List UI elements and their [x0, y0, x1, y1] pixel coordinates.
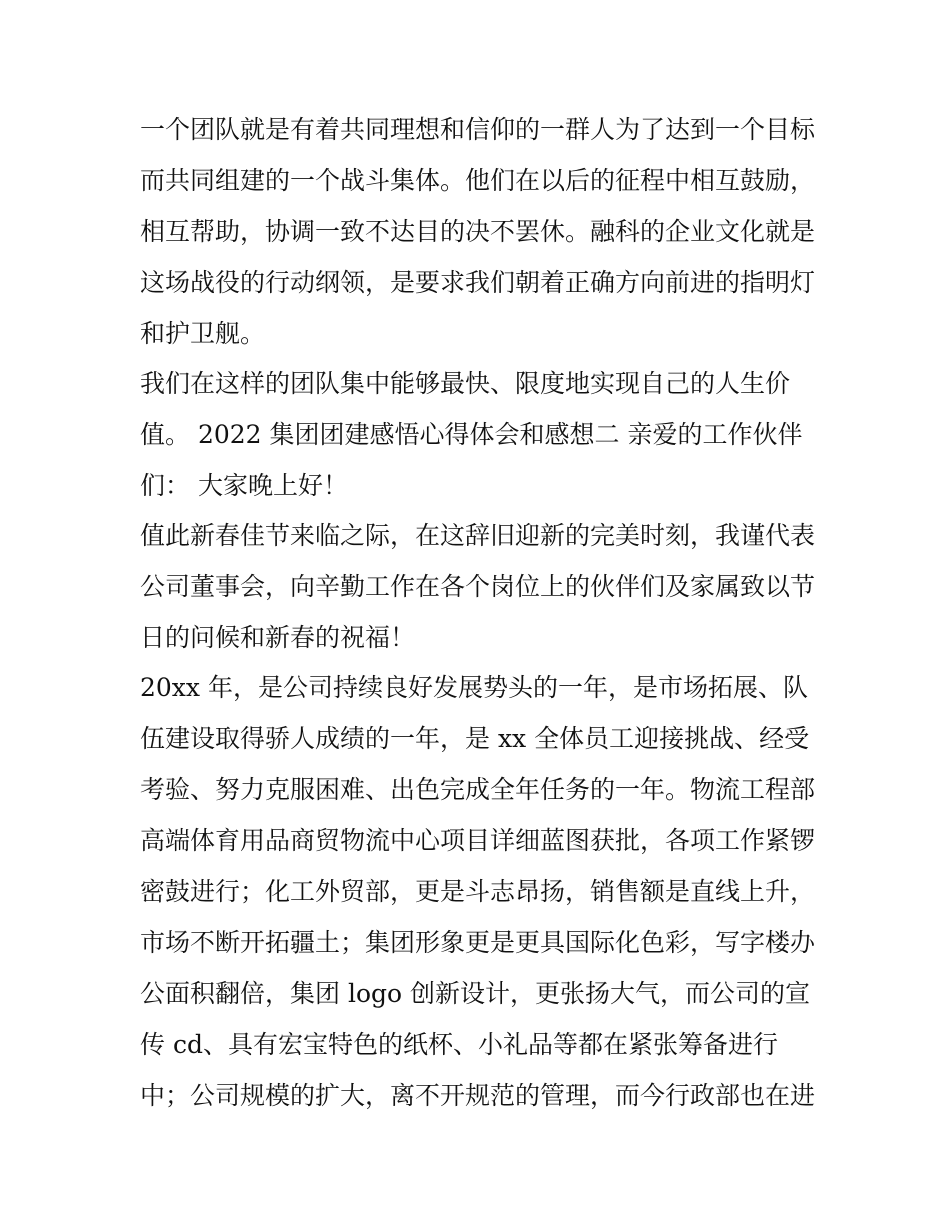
paragraph-annual-review — [140, 662, 830, 1121]
text-line: 传 cd、具有宏宝特色的纸杯、小礼品等都在紧张筹备进行 — [140, 1030, 778, 1059]
paragraph-new-year-greeting — [140, 510, 830, 663]
paragraph-team-definition — [140, 104, 830, 359]
text-line: 而共同组建的一个战斗集体。他们在以后的征程中相互鼓励， — [140, 166, 816, 195]
text-line: 公面积翻倍，集团 logo 创新设计，更张扬大气，而公司的宣 — [140, 979, 810, 1008]
text-line: 密鼓进行；化工外贸部，更是斗志昂扬，销售额是直线上升， — [140, 877, 816, 906]
text-line: 相互帮助，协调一致不达目的决不罢休。融科的企业文化就是 — [140, 217, 816, 246]
text-line: 我们在这样的团队集中能够最快、限度地实现自己的人生价 — [140, 369, 791, 398]
text-line: 中；公司规模的扩大，离不开规范的管理，而今行政部也在进 — [140, 1081, 816, 1110]
paragraph-self-value — [140, 358, 830, 511]
text-line: 20xx 年，是公司持续良好发展势头的一年，是市场拓展、队 — [140, 673, 808, 702]
text-line: 伍建设取得骄人成绩的一年，是 xx 全体员工迎接挑战、经受 — [140, 724, 810, 753]
text-line: 日的问候和新春的祝福！ — [140, 623, 416, 652]
text-line: 这场战役的行动纲领，是要求我们朝着正确方向前进的指明灯 — [140, 268, 816, 297]
text-line: 值此新春佳节来临之际，在这辞旧迎新的完美时刻，我谨代表 — [140, 521, 816, 550]
text-line: 市场不断开拓疆土；集团形象更是更具国际化色彩，写字楼办 — [140, 928, 816, 957]
text-line: 值。 2022 集团团建感悟心得体会和感想二 亲爱的工作伙伴 — [140, 420, 803, 449]
text-line: 和护卫舰。 — [140, 319, 266, 348]
text-line: 高端体育用品商贸物流中心项目详细蓝图获批，各项工作紧锣 — [140, 826, 816, 855]
text-line: 一个团队就是有着共同理想和信仰的一群人为了达到一个目标 — [140, 115, 816, 144]
text-line: 们： 大家晚上好！ — [140, 471, 348, 500]
text-line: 考验、努力克服困难、出色完成全年任务的一年。物流工程部 — [140, 775, 816, 804]
text-line: 公司董事会，向辛勤工作在各个岗位上的伙伴们及家属致以节 — [140, 572, 816, 601]
